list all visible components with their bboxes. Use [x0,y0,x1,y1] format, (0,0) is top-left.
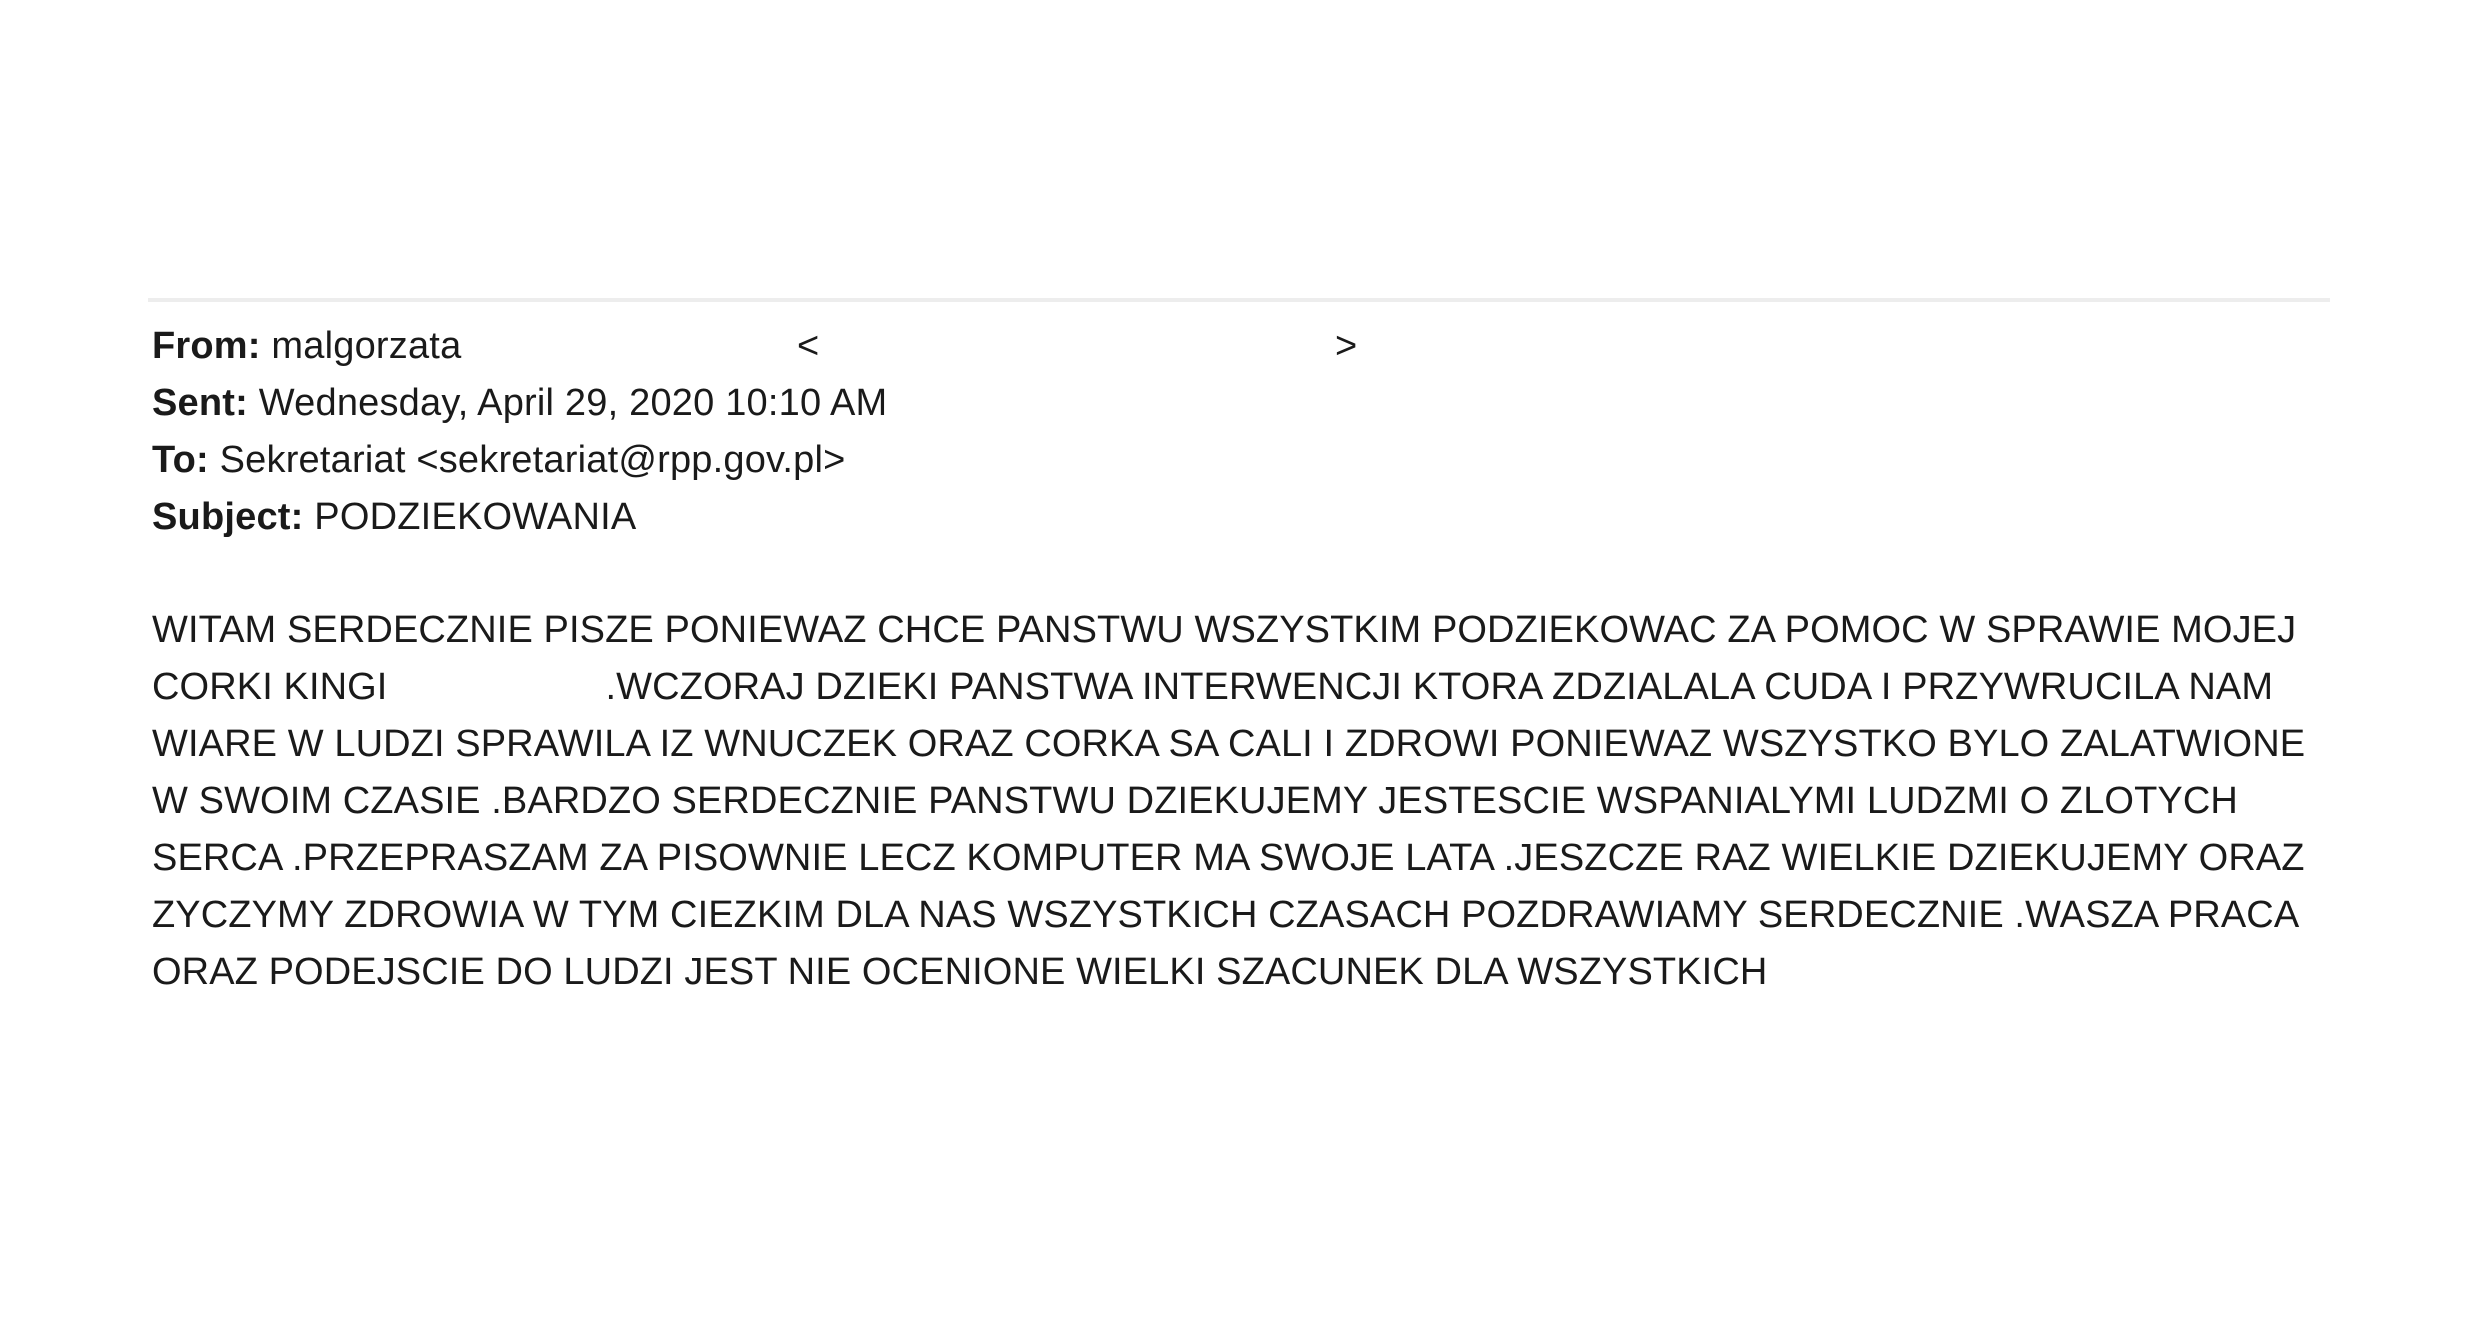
email-header [152,318,2352,546]
sent-row [152,375,2352,432]
to-row [152,432,2352,489]
body-line-3: WIARE W LUDZI SPRAWILA IZ WNUCZEK ORAZ CORKA SA CALI I ZDROWI PONIEWAZ WSZYSTKO BYLO ZALATWIONE [152,723,2306,765]
to-value: Sekretariat <sekretariat@rpp.gov.pl> [219,439,846,481]
email-body [152,602,2352,1001]
from-row [152,318,2352,375]
header-divider-line [148,298,2330,302]
body-line-2-start: CORKI KINGI [152,666,388,708]
body-line-2 [152,659,2352,716]
subject-row [152,489,2352,546]
to-label: To: [152,439,209,481]
body-line-6: ZYCZYMY ZDROWIA W TYM CIEZKIM DLA NAS WSZYSTKICH CZASACH POZDRAWIAMY SERDECZNIE .WASZA PRACA [152,894,2300,936]
from-address-open-bracket: < [797,325,820,367]
sent-value: Wednesday, April 29, 2020 10:10 AM [258,382,888,424]
body-line-2-end: .WCZORAJ DZIEKI PANSTWA INTERWENCJI KTORA ZDZIALALA CUDA I PRZYWRUCILA NAM [605,666,2274,708]
from-label: From: [152,325,261,367]
body-line-4: W SWOIM CZASIE .BARDZO SERDECZNIE PANSTWU DZIEKUJEMY JESTESCIE WSPANIALYMI LUDZMI O ZLOTYCH [152,780,2238,822]
body-line-7: ORAZ PODEJSCIE DO LUDZI JEST NIE OCENIONE WIELKI SZACUNEK DLA WSZYSTKICH [152,951,1768,993]
body-line-1: WITAM SERDECZNIE PISZE PONIEWAZ CHCE PANSTWU WSZYSTKIM PODZIEKOWAC ZA POMOC W SPRAWIE MOJEJ [152,609,2297,651]
subject-value: PODZIEKOWANIA [314,496,637,538]
subject-label: Subject: [152,496,304,538]
from-address-close-bracket: > [1335,325,1358,367]
sent-label: Sent: [152,382,248,424]
from-name: malgorzata [271,325,462,367]
body-line-5: SERCA .PRZEPRASZAM ZA PISOWNIE LECZ KOMPUTER MA SWOJE LATA .JESZCZE RAZ WIELKIE DZIEKUJEMY ORAZ [152,837,2305,879]
